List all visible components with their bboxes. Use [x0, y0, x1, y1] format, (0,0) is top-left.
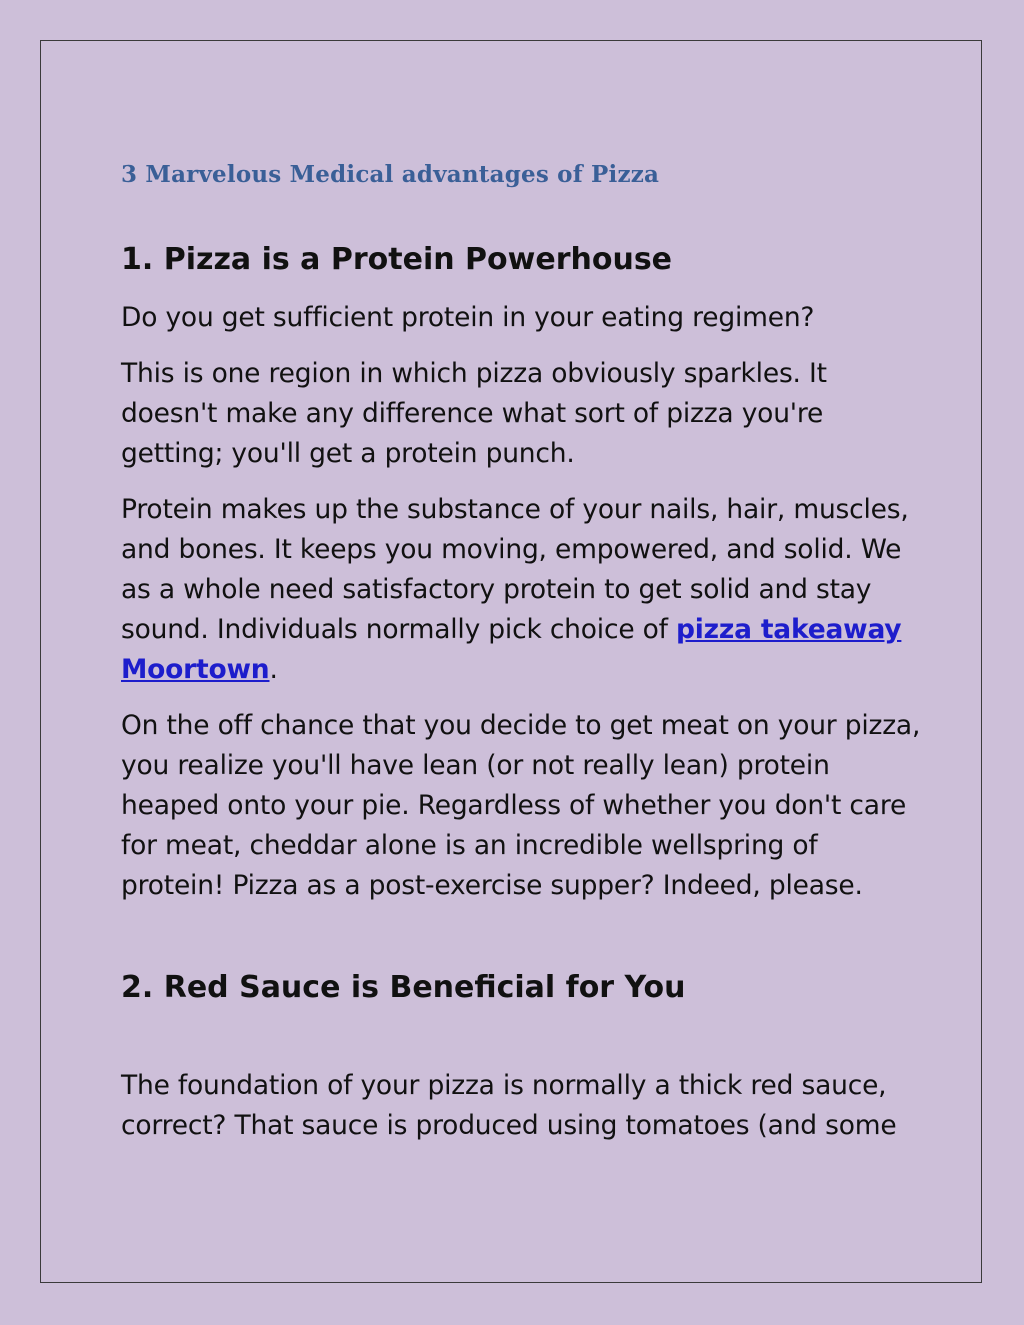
paragraph: This is one region in which pizza obviously sparkles. It doesn't make any difference what sort of pizza you're getting; you'll get a protein punch. — [121, 358, 827, 469]
pizza-takeaway-link[interactable]: pizza takeaway Moortown — [121, 614, 902, 685]
paragraph-with-link — [121, 490, 921, 690]
document-body — [121, 158, 921, 1162]
document-title: 3 Marvelous Medical advantages of Pizza — [121, 161, 660, 188]
paragraph: On the off chance that you decide to get meat on your pizza, you realize you'll have lean (or not really lean) protein heaped onto your pie. Regardless of whether you don't care for meat, cheddar alone is an incredible wellspring of protein! Pizza as a post-exercise supper? Indeed, please. — [121, 710, 921, 901]
section-protein — [121, 240, 921, 906]
paragraph: The foundation of your pizza is normally a thick red sauce, correct? That sauce is produced using tomatoes (and some — [121, 1070, 897, 1141]
section-red-sauce — [121, 968, 921, 1146]
paragraph-text-before-link: Protein makes up the substance of your nails, hair, muscles, and bones. It keeps you moving, empowered, and solid. We as a whole need satisfactory protein to get solid and stay sound. Individuals normally pick choice of — [121, 494, 909, 645]
section-heading-protein: 1. Pizza is a Protein Powerhouse — [121, 242, 673, 277]
paragraph-text-after-link: . — [269, 654, 278, 685]
section-heading-red-sauce: 2. Red Sauce is Beneficial for You — [121, 970, 686, 1005]
paragraph: Do you get sufficient protein in your eating regimen? — [121, 302, 815, 333]
